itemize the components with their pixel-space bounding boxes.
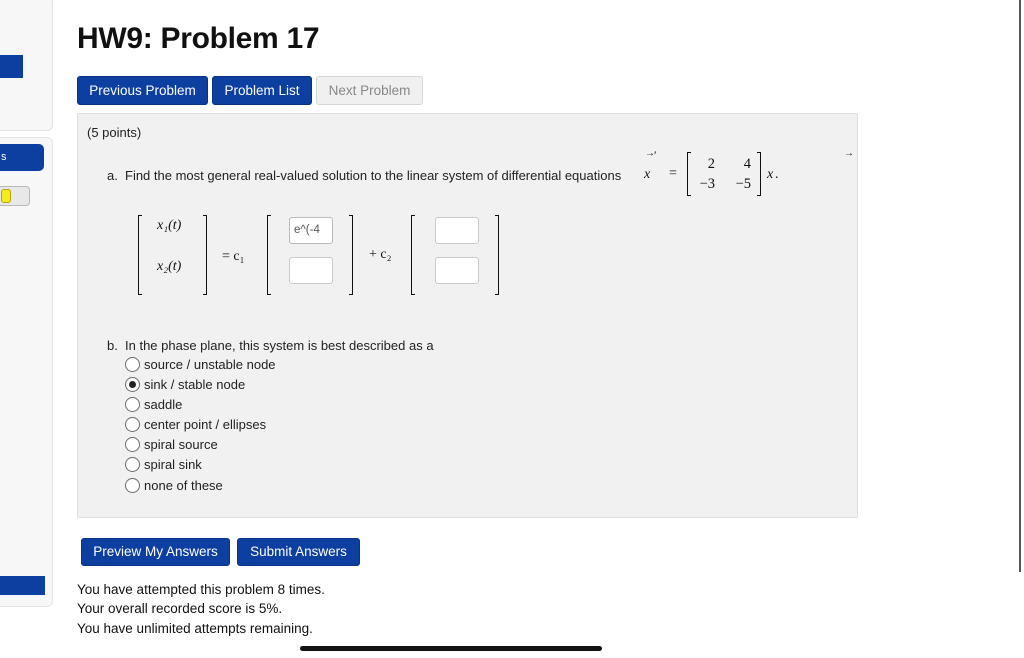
next-problem-button: Next Problem	[316, 76, 423, 105]
radio-option-label: sink / stable node	[144, 377, 246, 392]
matrix-bracket-right	[757, 152, 761, 196]
part-a-text: Find the most general real-valued solution to the linear system of differential equations	[125, 168, 622, 183]
matrix-cell: −3	[699, 176, 715, 192]
remaining-status: You have unlimited attempts remaining.	[77, 621, 313, 636]
points-label: (5 points)	[87, 125, 142, 140]
matrix-cell: −5	[735, 176, 751, 192]
sidebar-pill-label: s	[1, 151, 7, 163]
attempts-status: You have attempted this problem 8 times.	[77, 582, 325, 597]
solution-bracket-right	[203, 215, 207, 295]
x-prime-arrow: →	[645, 148, 655, 159]
x-rhs-arrow: →	[844, 148, 854, 159]
matrix-bracket-left	[687, 152, 691, 196]
page-title: HW9: Problem 17	[77, 22, 320, 55]
toggle-knob	[1, 189, 11, 203]
radio-button[interactable]	[125, 437, 140, 452]
x1-label: x₁(t)	[157, 218, 182, 233]
solution-bracket-left	[138, 215, 142, 295]
prime-mark: ′	[654, 148, 657, 162]
radio-button[interactable]	[125, 417, 140, 432]
matrix-cell: 2	[707, 156, 715, 172]
previous-problem-button[interactable]: Previous Problem	[77, 76, 208, 105]
differential-equation	[642, 148, 854, 202]
sidebar-panel-bottom	[0, 137, 53, 607]
c2-bracket-right	[495, 215, 499, 295]
c1-coefficient: = c₁	[222, 249, 245, 264]
problem-panel	[77, 113, 858, 518]
part-b-label: b.	[107, 338, 118, 353]
radio-option-label: center point / ellipses	[144, 417, 267, 432]
c2-bottom-input[interactable]	[435, 257, 479, 284]
radio-button[interactable]	[125, 478, 140, 493]
home-indicator	[300, 646, 602, 651]
part-a-label: a.	[107, 168, 118, 183]
score-status: Your overall recorded score is 5%.	[77, 601, 283, 616]
submit-answers-button[interactable]: Submit Answers	[237, 538, 360, 566]
scrollbar[interactable]	[1019, 0, 1021, 572]
c1-bottom-input[interactable]	[289, 257, 333, 284]
sidebar-pill-button[interactable]	[0, 144, 44, 171]
radio-option-label: spiral source	[144, 437, 218, 452]
c1-bracket-left	[267, 215, 271, 295]
c1-top-input[interactable]: e^(-4	[289, 217, 333, 244]
x2-label: x₂(t)	[157, 259, 182, 274]
radio-option-label: none of these	[144, 478, 223, 493]
sidebar-button-top[interactable]	[0, 55, 23, 78]
x-rhs: x	[767, 167, 774, 182]
part-b-text: In the phase plane, this system is best described as a	[125, 338, 434, 353]
period: .	[775, 167, 779, 182]
problem-list-button[interactable]: Problem List	[212, 76, 312, 105]
radio-option-label: spiral sink	[144, 457, 202, 472]
radio-button[interactable]	[125, 377, 140, 392]
sidebar-toggle[interactable]	[0, 186, 30, 206]
radio-button[interactable]	[125, 397, 140, 412]
x-lhs: x	[644, 167, 651, 182]
matrix-cell: 4	[743, 156, 751, 172]
c1-bracket-right	[349, 215, 353, 295]
c2-coefficient: + c₂	[369, 247, 392, 262]
equals-sign: =	[669, 166, 677, 181]
radio-button[interactable]	[125, 357, 140, 372]
radio-option-label: source / unstable node	[144, 357, 276, 372]
radio-button[interactable]	[125, 457, 140, 472]
sidebar-button-bottom[interactable]	[0, 576, 45, 595]
c2-bracket-left	[411, 215, 415, 295]
c2-top-input[interactable]	[435, 217, 479, 244]
preview-answers-button[interactable]: Preview My Answers	[81, 538, 230, 566]
radio-option-label: saddle	[144, 397, 183, 412]
